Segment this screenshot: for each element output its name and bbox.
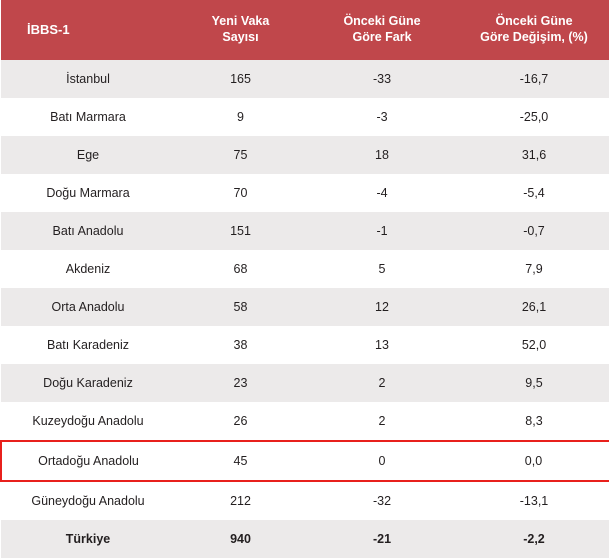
cell-region: Kuzeydoğu Anadolu [1,402,175,441]
column-header-region-line-1: İBBS-1 [27,21,70,37]
cell-difference: -33 [306,60,458,98]
cell-percent-change: 8,3 [458,402,609,441]
cell-percent-change: 9,5 [458,364,609,402]
cell-difference: 2 [306,364,458,402]
table-row [1,402,609,441]
cell-difference: -21 [306,520,458,558]
cell-region: İstanbul [1,60,175,98]
cell-percent-change: -0,7 [458,212,609,250]
table-row [1,136,609,174]
column-header-new-cases-line-2: Sayısı [222,30,259,44]
column-header-percent-change [458,0,609,60]
table-row [1,520,609,558]
cell-region: Doğu Marmara [1,174,175,212]
table-row [1,250,609,288]
table-header-row [1,0,609,60]
cell-region: Batı Marmara [1,98,175,136]
cell-difference: -32 [306,481,458,520]
table-body [1,60,609,558]
cell-region: Orta Anadolu [1,288,175,326]
table-row [1,60,609,98]
cell-difference: 2 [306,402,458,441]
cell-new-cases: 212 [175,481,306,520]
table-row [1,212,609,250]
cell-new-cases: 165 [175,60,306,98]
cell-region: Doğu Karadeniz [1,364,175,402]
column-header-percent-change-line-2: Göre Değişim, (%) [480,30,588,44]
column-header-new-cases [175,0,306,60]
cell-difference: 18 [306,136,458,174]
table-row [1,98,609,136]
column-header-difference-line-2: Göre Fark [352,30,412,44]
cell-percent-change: -2,2 [458,520,609,558]
cell-new-cases: 75 [175,136,306,174]
cell-region: Batı Anadolu [1,212,175,250]
table-row [1,481,609,520]
cell-difference: -4 [306,174,458,212]
cell-region: Akdeniz [1,250,175,288]
cell-difference: 12 [306,288,458,326]
cell-percent-change: 52,0 [458,326,609,364]
cell-percent-change: 7,9 [458,250,609,288]
cell-difference: -3 [306,98,458,136]
cell-difference: 13 [306,326,458,364]
column-header-region [1,0,175,60]
table-row [1,364,609,402]
cell-new-cases: 23 [175,364,306,402]
cell-percent-change: -5,4 [458,174,609,212]
table-row [1,441,609,481]
cell-percent-change: -13,1 [458,481,609,520]
cell-difference: 0 [306,441,458,481]
cell-region: Türkiye [1,520,175,558]
cell-new-cases: 940 [175,520,306,558]
column-header-new-cases-line-1: Yeni Vaka [211,14,270,29]
cell-percent-change: -16,7 [458,60,609,98]
cell-new-cases: 58 [175,288,306,326]
cell-region: Batı Karadeniz [1,326,175,364]
column-header-difference [306,0,458,60]
cell-new-cases: 26 [175,402,306,441]
column-header-percent-change-line-1: Önceki Güne [495,14,573,29]
cell-percent-change: 31,6 [458,136,609,174]
column-header-difference-line-1: Önceki Güne [343,14,421,29]
cell-difference: 5 [306,250,458,288]
table-row [1,326,609,364]
table-row [1,174,609,212]
cell-new-cases: 68 [175,250,306,288]
cell-new-cases: 70 [175,174,306,212]
cell-percent-change: -25,0 [458,98,609,136]
table-row [1,288,609,326]
cell-difference: -1 [306,212,458,250]
cell-region: Güneydoğu Anadolu [1,481,175,520]
cell-new-cases: 9 [175,98,306,136]
cell-new-cases: 45 [175,441,306,481]
cell-new-cases: 38 [175,326,306,364]
cell-region: Ortadoğu Anadolu [1,441,175,481]
cell-region: Ege [1,136,175,174]
cell-new-cases: 151 [175,212,306,250]
cell-percent-change: 26,1 [458,288,609,326]
table-header [1,0,609,60]
cell-percent-change: 0,0 [458,441,609,481]
